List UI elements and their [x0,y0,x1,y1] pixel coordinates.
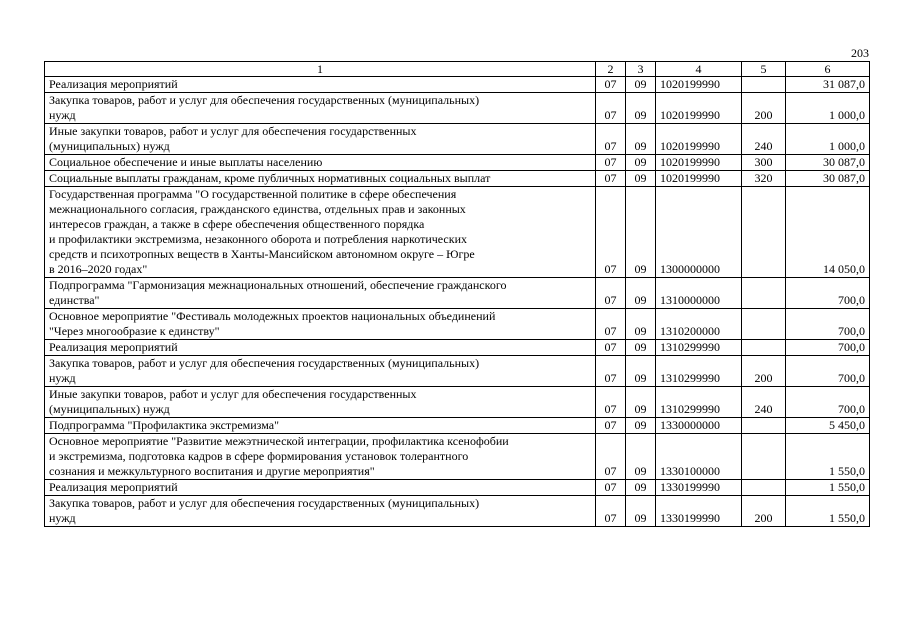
row-expense-type-cell: 200 [742,356,786,387]
row-expense-type-cell: 320 [742,171,786,187]
row-name-cell [45,434,596,480]
row-target-article-cell: 1330199990 [656,480,742,496]
table-row [45,187,870,278]
row-name-line: Подпрограмма "Профилактика экстремизма" [49,418,279,432]
table-row [45,171,870,187]
row-subsection-cell: 09 [626,77,656,93]
row-subsection-cell: 09 [626,309,656,340]
table-row [45,340,870,356]
row-amount-cell: 1 550,0 [786,496,870,527]
row-name-cell [45,340,596,356]
row-name-line: Основное мероприятие "Фестиваль молодежных проектов национальных объединений [49,309,496,323]
row-name-cell [45,309,596,340]
row-expense-type-cell [742,278,786,309]
row-subsection-cell: 09 [626,387,656,418]
row-name-cell [45,124,596,155]
table-row [45,309,870,340]
row-section-cell: 07 [596,77,626,93]
row-name-line: нужд [49,108,76,122]
row-subsection-cell: 09 [626,340,656,356]
row-name-line: Закупка товаров, работ и услуг для обеспечения государственных (муниципальных) [49,93,480,107]
row-name-line: интересов граждан, а также в сфере обеспечения общественного порядка [49,217,425,231]
row-subsection-cell: 09 [626,496,656,527]
row-name-cell [45,496,596,527]
row-target-article-cell: 1310299990 [656,340,742,356]
row-section-cell: 07 [596,171,626,187]
row-name-line: и экстремизма, подготовка кадров в сфере формирования установок толерантного [49,449,469,463]
row-amount-cell: 14 050,0 [786,187,870,278]
row-subsection-cell: 09 [626,434,656,480]
row-amount-cell: 31 087,0 [786,77,870,93]
row-name-line: Социальное обеспечение и иные выплаты населению [49,155,323,169]
row-name-line: Иные закупки товаров, работ и услуг для обеспечения государственных [49,387,417,401]
column-header-subsection: 3 [626,62,656,77]
row-subsection-cell: 09 [626,356,656,387]
row-expense-type-cell: 200 [742,496,786,527]
row-name-line: Реализация мероприятий [49,340,178,354]
row-expense-type-cell [742,309,786,340]
column-header-section: 2 [596,62,626,77]
row-section-cell: 07 [596,93,626,124]
row-subsection-cell: 09 [626,124,656,155]
row-amount-cell: 1 550,0 [786,480,870,496]
row-target-article-cell: 1020199990 [656,155,742,171]
row-name-line: нужд [49,371,76,385]
row-target-article-cell: 1310000000 [656,278,742,309]
row-section-cell: 07 [596,309,626,340]
row-target-article-cell: 1330199990 [656,496,742,527]
row-name-cell [45,77,596,93]
row-name-line: в 2016–2020 годах" [49,262,148,276]
row-name-cell [45,155,596,171]
row-expense-type-cell [742,418,786,434]
row-name-line: (муниципальных) нужд [49,139,170,153]
row-amount-cell: 30 087,0 [786,155,870,171]
row-target-article-cell: 1300000000 [656,187,742,278]
row-name-line: Подпрограмма "Гармонизация межнациональных отношений, обеспечение гражданского [49,278,507,292]
row-name-line: (муниципальных) нужд [49,402,170,416]
row-expense-type-cell [742,340,786,356]
row-name-cell [45,278,596,309]
table-row [45,496,870,527]
row-amount-cell: 700,0 [786,356,870,387]
table-row [45,278,870,309]
row-name-cell [45,356,596,387]
row-amount-cell: 700,0 [786,340,870,356]
row-section-cell: 07 [596,124,626,155]
row-amount-cell: 700,0 [786,309,870,340]
row-name-line: средств и психотропных веществ в Ханты-Мансийском автономном округе – Югре [49,247,475,261]
row-name-line: Социальные выплаты гражданам, кроме публичных нормативных социальных выплат [49,171,491,185]
row-amount-cell: 5 450,0 [786,418,870,434]
row-target-article-cell: 1330000000 [656,418,742,434]
row-name-line: межнационального согласия, гражданского единства, отдельных прав и законных [49,202,466,216]
table-row [45,356,870,387]
row-subsection-cell: 09 [626,480,656,496]
row-name-cell [45,480,596,496]
row-amount-cell: 1 000,0 [786,93,870,124]
table-row [45,124,870,155]
row-amount-cell: 700,0 [786,387,870,418]
row-amount-cell: 1 550,0 [786,434,870,480]
row-expense-type-cell [742,480,786,496]
row-subsection-cell: 09 [626,93,656,124]
row-section-cell: 07 [596,480,626,496]
table-header-row [45,62,870,77]
column-header-name: 1 [45,62,596,77]
table-row [45,155,870,171]
row-name-line: нужд [49,511,76,525]
table-row [45,434,870,480]
row-section-cell: 07 [596,155,626,171]
row-subsection-cell: 09 [626,171,656,187]
row-amount-cell: 700,0 [786,278,870,309]
row-target-article-cell: 1310299990 [656,387,742,418]
row-expense-type-cell: 240 [742,387,786,418]
row-name-line: единства" [49,293,100,307]
row-name-cell [45,187,596,278]
row-name-line: Закупка товаров, работ и услуг для обеспечения государственных (муниципальных) [49,356,480,370]
row-name-line: "Через многообразие к единству" [49,324,220,338]
row-section-cell: 07 [596,278,626,309]
column-header-expense-type: 5 [742,62,786,77]
row-name-line: и профилактики экстремизма, незаконного оборота и потребления наркотических [49,232,468,246]
row-expense-type-cell: 300 [742,155,786,171]
row-name-line: Реализация мероприятий [49,77,178,91]
row-name-line: Основное мероприятие "Развитие межэтнической интеграции, профилактика ксенофобии [49,434,509,448]
row-expense-type-cell [742,187,786,278]
row-subsection-cell: 09 [626,278,656,309]
row-name-line: Государственная программа "О государственной политике в сфере обеспечения [49,187,457,201]
row-subsection-cell: 09 [626,187,656,278]
column-header-target-article: 4 [656,62,742,77]
row-name-cell [45,418,596,434]
row-expense-type-cell [742,434,786,480]
row-section-cell: 07 [596,434,626,480]
row-section-cell: 07 [596,340,626,356]
table-body [45,62,870,527]
row-expense-type-cell: 200 [742,93,786,124]
row-section-cell: 07 [596,418,626,434]
row-section-cell: 07 [596,387,626,418]
row-target-article-cell: 1310299990 [656,356,742,387]
row-name-cell [45,387,596,418]
row-target-article-cell: 1020199990 [656,124,742,155]
row-amount-cell: 30 087,0 [786,171,870,187]
row-name-cell [45,93,596,124]
row-expense-type-cell [742,77,786,93]
row-section-cell: 07 [596,187,626,278]
row-name-cell [45,171,596,187]
table-row [45,480,870,496]
row-target-article-cell: 1020199990 [656,93,742,124]
table-row [45,93,870,124]
row-expense-type-cell: 240 [742,124,786,155]
column-header-amount: 6 [786,62,870,77]
page-number: 203 [851,46,869,60]
row-subsection-cell: 09 [626,418,656,434]
row-name-line: Иные закупки товаров, работ и услуг для обеспечения государственных [49,124,417,138]
row-section-cell: 07 [596,496,626,527]
row-subsection-cell: 09 [626,155,656,171]
row-amount-cell: 1 000,0 [786,124,870,155]
row-target-article-cell: 1310200000 [656,309,742,340]
row-section-cell: 07 [596,356,626,387]
row-target-article-cell: 1020199990 [656,77,742,93]
table-row [45,387,870,418]
row-target-article-cell: 1020199990 [656,171,742,187]
budget-table [44,61,870,527]
row-name-line: Закупка товаров, работ и услуг для обеспечения государственных (муниципальных) [49,496,480,510]
row-name-line: сознания и межкультурного воспитания и другие мероприятия" [49,464,375,478]
row-name-line: Реализация мероприятий [49,480,178,494]
table-row [45,77,870,93]
row-target-article-cell: 1330100000 [656,434,742,480]
table-row [45,418,870,434]
